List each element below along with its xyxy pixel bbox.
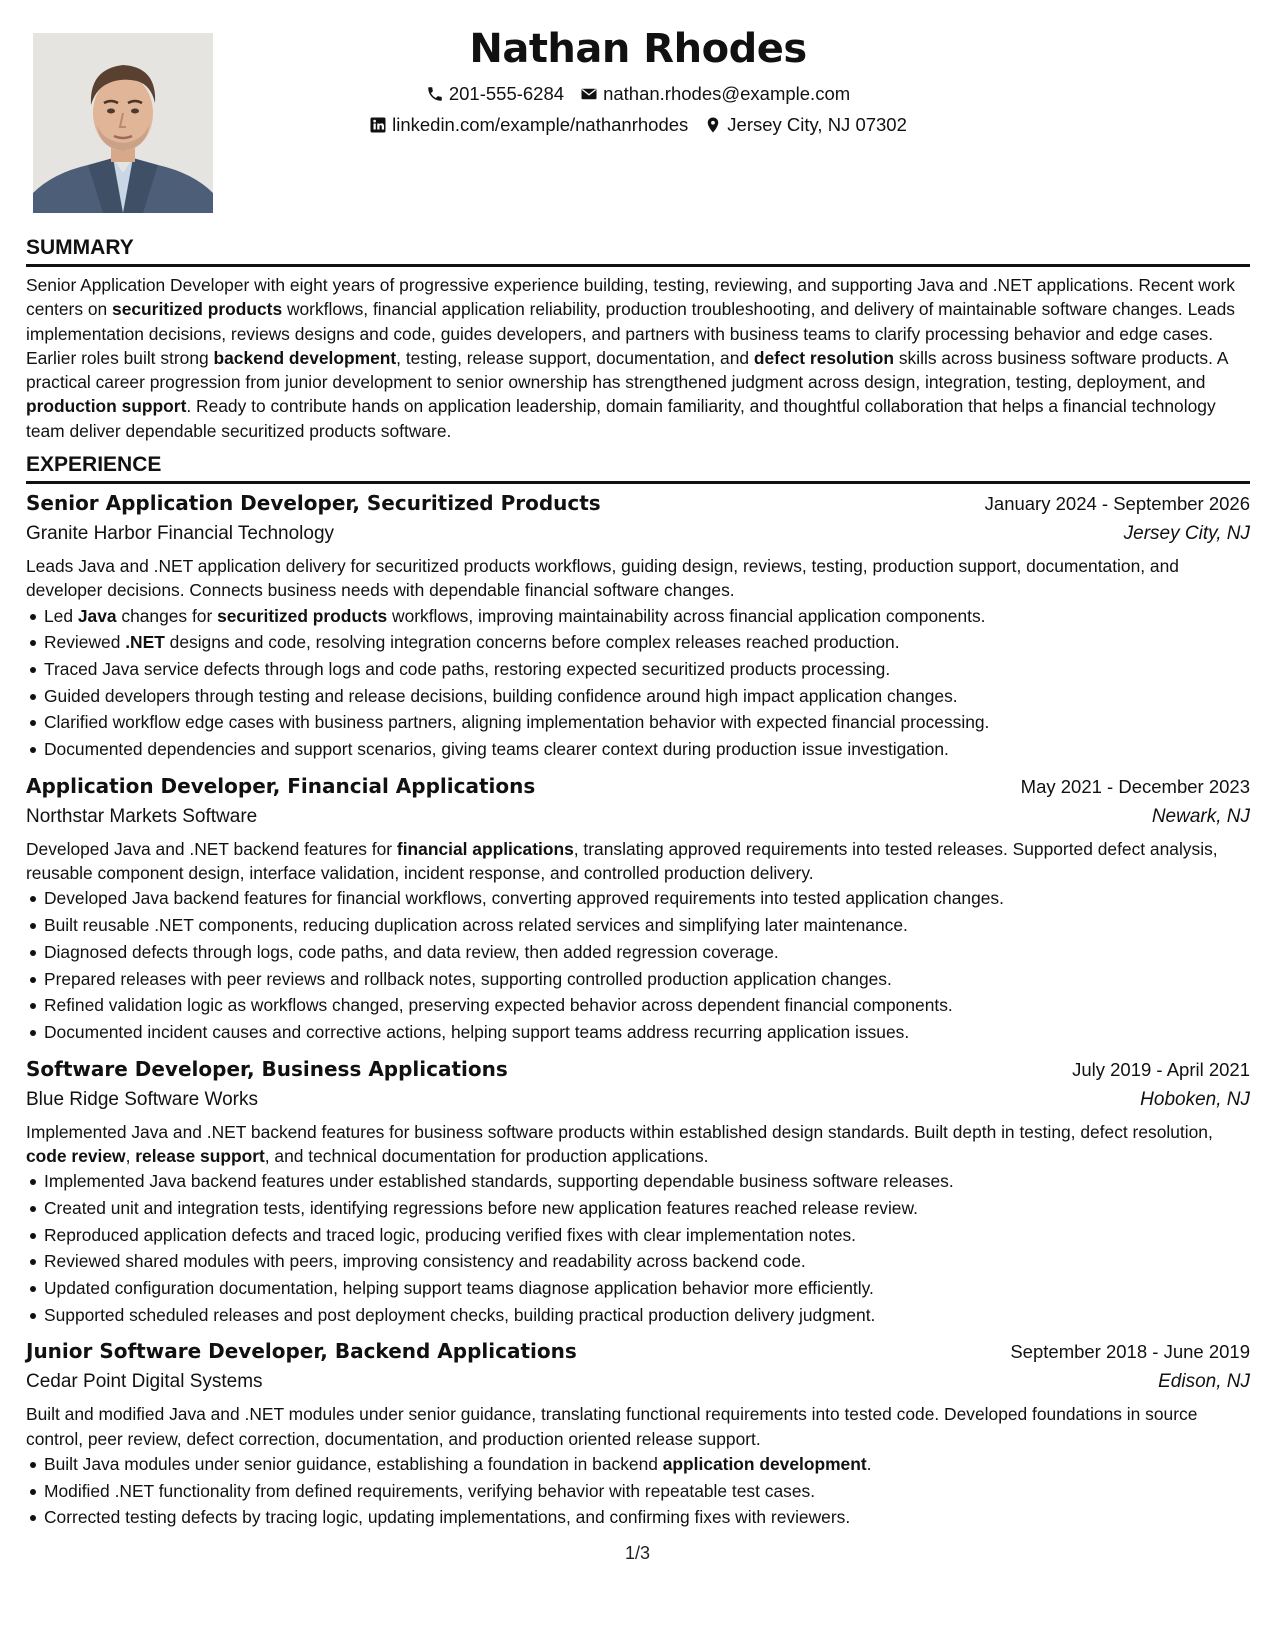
bullet-item <box>44 1451 1250 1478</box>
job-entry <box>26 488 1250 763</box>
bullet-item: Prepared releases with peer reviews and rollback notes, supporting controlled production application changes. <box>44 966 1250 993</box>
bullet-item: Traced Java service defects through logs and code paths, restoring expected securitized products processing. <box>44 656 1250 683</box>
phone-number[interactable]: 201-555-6284 <box>448 83 565 104</box>
bullet-item: Supported scheduled releases and post deployment checks, building practical production delivery judgment. <box>44 1302 1250 1329</box>
summary-text-part: workflows, financial application reliability, production troubleshooting, and delivery of maintainable software changes. Leads implementation decisions, reviews designs and code, guides developers, and partners with business teams to clarify processing behavior and edge cases. Earlier roles built strong <box>26 299 1235 368</box>
bullet-item: Built reusable .NET components, reducing duplication across related services and simplifying later maintenance. <box>44 912 1250 939</box>
experience-section <box>26 452 1250 1531</box>
bullet-item: Refined validation logic as workflows changed, preserving expected behavior across dependent financial components. <box>44 992 1250 1019</box>
section-title-experience: EXPERIENCE <box>26 452 1250 484</box>
summary-keyword: backend development <box>213 347 397 368</box>
job-description: Leads Java and .NET application delivery for securitized products workflows, guiding design, reviews, testing, production support, documentation, and developer decisions. Connects business needs with dependable financial software changes. <box>26 556 1179 601</box>
desc-text: , <box>125 1145 136 1166</box>
bullet-keyword: securitized products <box>217 605 388 626</box>
summary-text-part: Senior Application Developer with eight years of progressive experience building, testing, reviewing, and supporting Java and .NET applications. Recent work centers on <box>26 275 1236 320</box>
desc-text: , translating approved requirements into tested releases. Supported defect analysis, reusable component design, interface validation, incident response, and controlled production delivery. <box>26 838 1218 884</box>
section-title-summary: SUMMARY <box>26 235 1250 267</box>
job-title: Application Developer, Financial Applications <box>26 773 536 798</box>
job-dates: July 2019 - April 2021 <box>1072 1058 1250 1080</box>
bullet-item <box>44 603 1250 630</box>
summary-text-part: skills across business software products. A practical career progression from junior development to senior ownership has strengthened judgment across design, integration, testing, deployment, and <box>26 347 1228 393</box>
bullet-item: Developed Java backend features for financial workflows, converting approved requirements into tested application changes. <box>44 885 1250 912</box>
linkedin-url[interactable]: linkedin.com/example/nathanrhodes <box>392 114 689 135</box>
job-dates: September 2018 - June 2019 <box>1010 1341 1250 1363</box>
bullet-item <box>44 629 1250 656</box>
bullet-item: Implemented Java backend features under established standards, supporting dependable business software releases. <box>44 1168 1250 1195</box>
job-header <box>26 771 1250 802</box>
job-header <box>26 488 1250 519</box>
job-dates: May 2021 - December 2023 <box>1020 775 1250 797</box>
resume-header <box>26 20 1250 140</box>
bullet-item: Guided developers through testing and release decisions, building confidence around high impact application changes. <box>44 683 1250 710</box>
job-bullets <box>26 885 1250 1045</box>
bullet-item: Documented dependencies and support scenarios, giving teams clearer context during production issue investigation. <box>44 736 1250 763</box>
job-entry <box>26 771 1250 1046</box>
job-location: Jersey City, NJ <box>1123 523 1250 544</box>
envelope-icon <box>580 85 598 103</box>
summary-keyword: securitized products <box>112 299 283 320</box>
desc-text: , and technical documentation for production applications. <box>264 1145 709 1166</box>
company-name: Northstar Markets Software <box>26 805 258 827</box>
bullet-text: Led <box>44 605 78 626</box>
bullet-text: Reviewed <box>44 632 126 653</box>
job-title: Software Developer, Business Applications <box>26 1056 508 1081</box>
bullet-item: Modified .NET functionality from defined requirements, verifying behavior with repeatable test cases. <box>44 1478 1250 1505</box>
bullet-item: Created unit and integration tests, identifying regressions before new application features reached release review. <box>44 1195 1250 1222</box>
bullet-text: Built Java modules under senior guidance, establishing a foundation in backend <box>44 1454 663 1475</box>
job-description <box>26 1120 1250 1169</box>
page-number: 1/3 <box>624 1543 651 1563</box>
job-location: Hoboken, NJ <box>1140 1088 1250 1110</box>
bullet-item: Updated configuration documentation, helping support teams diagnose application behavior more efficiently. <box>44 1275 1250 1302</box>
job-description <box>26 837 1250 886</box>
contact-email <box>580 78 850 109</box>
job-subheader <box>26 519 1250 549</box>
job-bullets <box>26 603 1250 763</box>
job-title: Senior Application Developer, Securitized Products <box>26 491 601 515</box>
desc-text: Implemented Java and .NET backend features for business software products within established design standards. Built depth in testing, defect resolution, <box>26 1121 1213 1142</box>
contact-row-1 <box>26 78 1250 109</box>
job-dates: January 2024 - September 2026 <box>984 493 1250 514</box>
summary-text-part: . Ready to contribute hands on application leadership, domain familiarity, and thoughtful collaboration that helps a financial technology team deliver dependable securitized products software. <box>26 396 1216 441</box>
job-entry <box>26 1336 1250 1531</box>
summary-keyword: production support <box>26 396 187 417</box>
bullet-item: Diagnosed defects through logs, code paths, and data review, then added regression coverage. <box>44 939 1250 966</box>
bullet-keyword: application development <box>662 1454 867 1475</box>
company-name: Cedar Point Digital Systems <box>26 1371 263 1393</box>
job-entry <box>26 1054 1250 1329</box>
candidate-name: Nathan Rhodes <box>469 26 807 72</box>
contact-location <box>704 109 907 140</box>
job-subheader <box>26 1085 1250 1115</box>
bullet-text: workflows, improving maintainability across financial application components. <box>387 605 986 626</box>
company-name: Granite Harbor Financial Technology <box>26 523 335 544</box>
bullet-item: Reproduced application defects and traced logic, producing verified fixes with clear implementation notes. <box>44 1222 1250 1249</box>
job-subheader <box>26 1367 1250 1397</box>
bullet-text: designs and code, resolving integration concerns before complex releases reached production. <box>164 632 900 653</box>
contact-phone <box>426 78 564 109</box>
job-header <box>26 1054 1250 1085</box>
bullet-text: changes for <box>116 605 218 626</box>
linkedin-icon <box>369 116 387 134</box>
phone-icon <box>426 85 444 103</box>
job-header <box>26 1336 1250 1367</box>
desc-keyword: financial applications <box>396 838 574 859</box>
desc-text: Developed Java and .NET backend features for <box>26 838 397 859</box>
job-location: Newark, NJ <box>1151 805 1250 827</box>
contact-row-2 <box>26 109 1250 140</box>
summary-paragraph <box>26 273 1250 443</box>
bullet-text: . <box>866 1454 872 1475</box>
job-location: Edison, NJ <box>1158 1371 1250 1393</box>
contact-linkedin <box>369 109 688 140</box>
desc-keyword: release support <box>135 1145 265 1166</box>
bullet-keyword: Java <box>77 605 117 626</box>
bullet-item: Reviewed shared modules with peers, improving consistency and readability across backend code. <box>44 1248 1250 1275</box>
summary-section <box>26 235 1250 443</box>
job-bullets <box>26 1451 1250 1531</box>
email-address[interactable]: nathan.rhodes@example.com <box>603 83 851 104</box>
summary-keyword: defect resolution <box>753 347 894 368</box>
bullet-item: Corrected testing defects by tracing logic, updating implementations, and confirming fixes with reviewers. <box>44 1504 1250 1531</box>
bullet-item: Clarified workflow edge cases with business partners, aligning implementation behavior with expected financial processing. <box>44 709 1250 736</box>
summary-text-part: , testing, release support, documentation, and <box>396 347 754 368</box>
job-subheader <box>26 802 1250 832</box>
company-name: Blue Ridge Software Works <box>26 1088 258 1110</box>
job-description: Built and modified Java and .NET modules under senior guidance, translating functional requirements into tested code. Developed foundations in source control, peer review, defect correction, documentation, and production oriented release support. <box>26 1404 1198 1449</box>
bullet-item: Documented incident causes and corrective actions, helping support teams address recurring application issues. <box>44 1019 1250 1046</box>
desc-keyword: code review <box>26 1145 126 1166</box>
map-pin-icon <box>704 116 722 134</box>
job-title: Junior Software Developer, Backend Applications <box>26 1339 577 1364</box>
job-bullets <box>26 1168 1250 1328</box>
location-text: Jersey City, NJ 07302 <box>727 114 907 135</box>
bullet-keyword: .NET <box>125 632 165 653</box>
